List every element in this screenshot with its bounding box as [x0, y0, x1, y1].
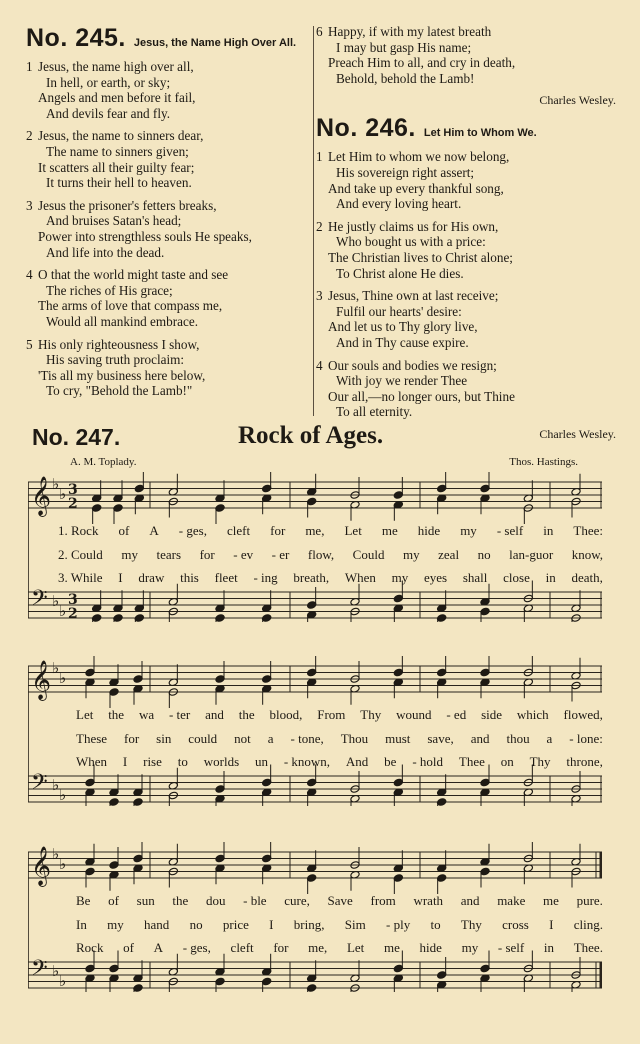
stanza-line	[316, 71, 616, 87]
hymn-number: No. 245.	[26, 24, 126, 52]
stanza-line	[316, 165, 616, 181]
hymn-title: Jesus, the Name High Over All.	[133, 37, 297, 49]
stanza-line	[26, 160, 314, 176]
stanza-line	[26, 213, 314, 229]
stanza-line	[26, 144, 314, 160]
stanza-line	[316, 40, 616, 56]
stanza-line	[26, 75, 314, 91]
stanza	[26, 59, 314, 121]
bass-clef-icon: 𝄢	[31, 770, 48, 800]
lyric-syllable: cleft	[226, 523, 251, 538]
lyric-line	[58, 703, 603, 727]
composer-credit: Thos. Hastings.	[509, 456, 578, 468]
stanza	[316, 219, 616, 281]
lyric-syllable: wa	[138, 707, 155, 722]
lyric-block	[58, 889, 603, 960]
flat-icon: ♭	[52, 776, 60, 794]
stanza	[26, 128, 314, 190]
lyric-syllable: my	[391, 570, 409, 585]
lyric-syllable: And	[345, 754, 369, 769]
lyric-syllable: - ev	[233, 546, 254, 562]
stanza-line-text: The riches of His grace;	[46, 282, 173, 298]
lyric-syllable: - lone:	[569, 730, 603, 746]
stanza-line	[26, 368, 314, 384]
lyric-syllable: the	[238, 707, 255, 722]
lyric-syllable: in	[543, 523, 554, 538]
lyric-syllable: in	[543, 940, 555, 955]
lyric-line	[58, 750, 603, 774]
stanza-line	[26, 128, 314, 144]
lyric-syllable: fleet	[214, 570, 238, 585]
lyric-syllable: - self	[497, 940, 525, 955]
stanza-line	[26, 229, 314, 245]
lyric-syllable: in	[545, 570, 556, 585]
lyric-syllable: my	[107, 916, 124, 932]
lyric-syllable: save,	[427, 730, 454, 746]
stanza-number: 3	[316, 288, 323, 304]
lyric-syllable: When	[344, 570, 376, 585]
lyric-syllable: my	[121, 546, 138, 562]
lyric-syllable: - ble	[243, 893, 267, 908]
lyric-syllable: my	[402, 546, 420, 562]
lyric-syllable: me	[381, 523, 398, 538]
lyric-syllable: draw	[138, 570, 165, 585]
stanza-line-text: To cry, "Behold the Lamb!"	[46, 383, 193, 399]
lyric-syllable: me,	[305, 523, 325, 538]
stanza-line-text: And let us to Thy glory live,	[328, 319, 478, 335]
lyric-syllable: throne,	[566, 754, 603, 769]
flat-icon: ♭	[59, 972, 67, 990]
stanza-line	[316, 266, 616, 282]
stanza-line-text: Let Him to whom we now belong,	[328, 149, 510, 165]
stanza-number: 4	[26, 267, 33, 283]
lyric-line	[58, 519, 603, 543]
lyric-syllable: must	[385, 730, 411, 746]
stanza-line-text: His sovereign right assert;	[336, 164, 475, 180]
lyric-syllable: blood,	[269, 707, 303, 722]
lyric-syllable: Thee.	[573, 940, 603, 955]
stanza-line	[316, 181, 616, 197]
stanza-line-text: And bruises Satan's head;	[46, 213, 182, 229]
stanza-number: 6	[316, 24, 323, 39]
lyric-line	[58, 543, 603, 567]
lyric-line	[58, 727, 603, 751]
stanza-line	[316, 250, 616, 266]
stanza-line-text: Would all mankind embrace.	[46, 313, 199, 329]
lyric-syllable: Thy	[529, 754, 551, 769]
stanza-line	[26, 175, 314, 191]
stanza-line-text: Our souls and bodies we resign;	[328, 357, 497, 373]
lyric-syllable: close	[503, 570, 530, 585]
lyric-syllable: - tone,	[290, 730, 324, 746]
lyric-syllable: un	[254, 754, 268, 769]
stanza-line-text: It scatters all their guilty fear;	[38, 159, 195, 175]
lyric-syllable: - hold	[412, 754, 444, 769]
lyric-syllable: cleft	[230, 940, 254, 955]
stanza	[316, 149, 616, 211]
stanza-line	[26, 198, 314, 214]
flat-icon: ♭	[52, 475, 60, 493]
stanza	[316, 24, 616, 86]
lyric-syllable: this	[180, 570, 199, 585]
stanza-line-text: And devils fear and fly.	[46, 105, 171, 121]
lyric-syllable: hand	[144, 916, 170, 932]
flat-icon: ♭	[59, 669, 67, 687]
stanza-line	[26, 245, 314, 261]
lyric-syllable: bring,	[293, 916, 325, 932]
lyric-syllable: zeal	[438, 546, 460, 562]
lyric-syllable: me	[383, 940, 400, 955]
lyric-syllable: no	[189, 916, 203, 932]
stanza-line-text: Preach Him to all, and cry in death,	[328, 55, 516, 71]
flat-icon: ♭	[59, 855, 67, 873]
stanza	[26, 267, 314, 329]
stanza-line	[316, 389, 616, 405]
flat-icon: ♭	[59, 602, 67, 620]
lyric-syllable: cling.	[573, 916, 603, 932]
lyric-syllable: cross	[502, 916, 529, 932]
lyric-syllable: shall	[462, 570, 488, 585]
time-signature-top: 3	[68, 482, 78, 498]
lyric-syllable: Let	[344, 523, 362, 538]
stanza-line	[26, 90, 314, 106]
lyric-syllable: hide	[419, 940, 442, 955]
hymn-245-246-column	[316, 24, 616, 446]
stanza-line-text: Jesus, Thine own at last receive;	[328, 288, 499, 304]
hymn-245-author: Charles Wesley.	[539, 93, 616, 108]
lyric-syllable: Let	[76, 707, 94, 722]
lyric-syllable: sun	[136, 893, 155, 908]
lyric-syllable: lan-guor	[509, 546, 554, 562]
stanza-line	[26, 337, 314, 353]
lyric-syllable: from	[370, 893, 396, 908]
lyric-syllable: flowed,	[563, 707, 603, 722]
lyric-syllable: Rock	[76, 940, 104, 955]
stanza-line	[26, 383, 314, 399]
lyric-syllable: to	[430, 916, 441, 932]
stanza-line-text: Fulfil our hearts' desire:	[336, 303, 462, 319]
lyric-syllable: know,	[571, 546, 603, 562]
stanza-number: 5	[26, 336, 33, 352]
lyric-syllable: side	[481, 707, 503, 722]
stanza-line	[316, 196, 616, 212]
stanza-line	[26, 106, 314, 122]
hymn-title: Rock of Ages.	[238, 422, 384, 449]
lyric-syllable: Thee	[458, 754, 485, 769]
time-signature-bottom: 2	[68, 606, 78, 622]
lyric-syllable: dou	[205, 893, 226, 908]
stanza-line	[26, 59, 314, 75]
lyric-syllable: flow,	[307, 546, 335, 562]
stanza-line-text: And in Thy cause expire.	[336, 334, 469, 350]
bass-clef-icon: 𝄢	[31, 586, 48, 616]
stanza	[316, 358, 616, 420]
lyric-syllable: thou	[506, 730, 530, 746]
lyric-syllable: my	[461, 940, 479, 955]
lyric-syllable: for	[124, 730, 140, 746]
stanza-line	[316, 358, 616, 374]
lyric-syllable: to	[177, 754, 188, 769]
lyric-syllable: I	[549, 916, 554, 932]
stanza-line-text: Happy, if with my latest breath	[328, 24, 492, 39]
lyric-syllable: Be	[76, 893, 91, 908]
lyric-syllable: worlds	[203, 754, 240, 769]
stanza-line-text: Jesus the prisoner's fetters breaks,	[38, 197, 217, 213]
stanza-line	[316, 404, 616, 420]
lyric-syllable: price	[222, 916, 249, 932]
hymn-245-header	[26, 24, 314, 53]
treble-clef-icon: 𝄞	[31, 660, 52, 700]
lyric-syllable: Could	[352, 546, 385, 562]
lyric-syllable: When	[76, 754, 108, 769]
stanza-line-text: And every loving heart.	[336, 196, 462, 212]
lyric-syllable: - ed	[446, 707, 467, 722]
lyric-syllable: hide	[417, 523, 441, 538]
lyricist-credit: A. M. Toplady.	[70, 456, 137, 468]
lyric-syllable: Save	[327, 893, 353, 908]
stanza-line-text: O that the world might taste and see	[38, 267, 229, 283]
stanza-line	[316, 304, 616, 320]
stanza-number: 3	[26, 197, 33, 213]
lyric-syllable: eyes	[423, 570, 448, 585]
flat-icon: ♭	[59, 485, 67, 503]
lyric-syllable: could	[188, 730, 218, 746]
stanza-line-text: To Christ alone He dies.	[336, 265, 464, 281]
hymn-number: No. 246.	[316, 114, 416, 143]
lyric-syllable: wrath	[413, 893, 444, 908]
lyric-syllable: - ges,	[182, 940, 211, 955]
stanza-line-text: Behold, behold the Lamb!	[336, 70, 475, 86]
stanza-line-text: Power into strengthless souls He speaks,	[38, 228, 252, 244]
lyric-line	[58, 889, 603, 913]
lyric-syllable: Thee:	[573, 523, 603, 538]
hymn-title: Let Him to Whom We.	[423, 127, 537, 140]
lyric-syllable: on	[500, 754, 514, 769]
lyric-block	[58, 703, 603, 774]
stanza-line	[316, 149, 616, 165]
lyric-syllable: for	[199, 546, 215, 562]
lyric-syllable: - known,	[283, 754, 331, 769]
lyric-syllable: which	[516, 707, 549, 722]
stanza-line-text: It turns their hell to heaven.	[46, 175, 192, 191]
hymn-245-stanzas	[26, 59, 314, 399]
lyric-syllable: - self	[496, 523, 524, 538]
stanza-line-text: Our all,—no longer ours, but Thine	[328, 388, 515, 404]
stanza-line-text: His saving truth proclaim:	[46, 352, 185, 368]
lyric-syllable: make	[497, 893, 526, 908]
stanza-line-text: He justly claims us for His own,	[328, 218, 499, 234]
stanza-line-text: To all eternity.	[336, 404, 413, 420]
stanza-line	[316, 288, 616, 304]
stanza-line-text: Jesus, the name high over all,	[38, 59, 194, 74]
lyric-syllable: for	[273, 940, 289, 955]
lyric-syllable: a	[267, 730, 274, 746]
lyric-syllable: I	[118, 570, 123, 585]
lyric-syllable: 2. Could	[58, 546, 103, 562]
stanza-line-text: Jesus, the name to sinners dear,	[38, 128, 204, 144]
lyric-syllable: my	[460, 523, 477, 538]
stanza-line-text: The Christian lives to Christ alone;	[328, 249, 513, 265]
hymn-246-stanzas	[316, 149, 616, 420]
hymn-245-stanza-6	[316, 24, 616, 86]
stanza-number: 1	[26, 59, 33, 74]
stanza-line-text: 'Tis all my business here below,	[38, 367, 206, 383]
lyric-syllable: - ges,	[178, 523, 207, 538]
stanza-line	[316, 319, 616, 335]
lyric-syllable: 1. Rock	[58, 523, 99, 538]
stanza-line	[316, 373, 616, 389]
stanza-line-text: The arms of love that compass me,	[38, 298, 223, 314]
lyric-syllable: 3. While	[58, 570, 103, 585]
stanza-line	[26, 298, 314, 314]
lyric-syllable: A	[153, 940, 164, 955]
lyric-syllable: These	[76, 730, 108, 746]
lyric-syllable: Thy	[360, 707, 382, 722]
hymn-246-header	[316, 114, 616, 143]
lyric-syllable: wound	[396, 707, 432, 722]
lyric-syllable: Sim	[344, 916, 366, 932]
stanza-line	[316, 234, 616, 250]
lyric-syllable: cure,	[284, 893, 310, 908]
stanza-line-text: And life into the dead.	[46, 244, 165, 260]
stanza	[26, 337, 314, 399]
lyric-syllable: me,	[308, 940, 328, 955]
stanza-line-text: I may but gasp His name;	[336, 39, 472, 55]
lyric-syllable: and	[205, 707, 224, 722]
stanza-line-text: The name to sinners given;	[46, 143, 189, 159]
stanza-line	[316, 335, 616, 351]
lyric-block	[58, 519, 603, 590]
lyric-syllable: be	[384, 754, 397, 769]
time-signature-top: 3	[68, 592, 78, 608]
time-signature-bottom: 2	[68, 496, 78, 512]
stanza-line-text: With joy we render Thee	[336, 373, 468, 389]
stanza-line-text: In hell, or earth, or sky;	[46, 74, 171, 90]
lyric-syllable: the	[108, 707, 125, 722]
bass-clef-icon: 𝄢	[31, 956, 48, 986]
lyric-syllable: Thy	[460, 916, 482, 932]
stanza-line	[26, 352, 314, 368]
hymn-number: No. 247.	[32, 424, 121, 450]
stanza	[26, 198, 314, 260]
stanza-number: 4	[316, 357, 323, 373]
lyric-syllable: pure.	[576, 893, 603, 908]
stanza-line-text: Who bought us with a price:	[336, 234, 486, 250]
lyric-syllable: In	[76, 916, 87, 932]
stanza	[316, 288, 616, 350]
lyric-syllable: for	[270, 523, 286, 538]
lyric-syllable: - er	[271, 546, 290, 562]
stanza-line-text: And take up every thankful song,	[328, 180, 504, 196]
lyric-syllable: I	[269, 916, 274, 932]
stanza-line	[316, 24, 616, 40]
flat-icon: ♭	[52, 962, 60, 980]
lyric-syllable: me	[543, 893, 559, 908]
lyric-syllable: and	[470, 730, 490, 746]
lyric-syllable: - ing	[253, 570, 278, 585]
stanza-number: 1	[316, 149, 323, 165]
lyric-syllable: - ply	[386, 916, 411, 932]
flat-icon: ♭	[59, 786, 67, 804]
flat-icon: ♭	[52, 845, 60, 863]
stanza-line-text: Angels and men before it fail,	[38, 90, 196, 106]
lyric-syllable: and	[460, 893, 480, 908]
lyric-syllable: no	[477, 546, 491, 562]
lyric-syllable: of	[118, 523, 130, 538]
lyric-syllable: I	[122, 754, 128, 769]
flat-icon: ♭	[52, 659, 60, 677]
lyric-syllable: of	[108, 893, 119, 908]
treble-clef-icon: 𝄞	[31, 476, 52, 516]
stanza-number: 2	[26, 128, 33, 144]
lyric-line	[58, 913, 603, 937]
lyric-syllable: breath,	[293, 570, 330, 585]
stanza-line	[316, 219, 616, 235]
lyric-syllable: A	[149, 523, 159, 538]
hymn-246-author: Charles Wesley.	[539, 426, 616, 441]
lyric-syllable: a	[546, 730, 553, 746]
stanza-line	[26, 283, 314, 299]
lyric-syllable: the	[172, 893, 189, 908]
hymn-245	[26, 24, 314, 406]
stanza-line	[26, 314, 314, 330]
lyric-syllable: sin	[156, 730, 172, 746]
lyric-syllable: death,	[571, 570, 603, 585]
lyric-syllable: - ter	[168, 707, 191, 722]
lyric-line	[58, 566, 603, 590]
lyric-syllable: Let	[346, 940, 365, 955]
lyric-syllable: Thou	[340, 730, 369, 746]
stanza-line	[316, 55, 616, 71]
stanza-line-text: His only righteousness I show,	[38, 336, 200, 352]
stanza-line	[26, 267, 314, 283]
stanza-number: 2	[316, 218, 323, 234]
lyric-syllable: From	[317, 707, 346, 722]
treble-clef-icon: 𝄞	[31, 846, 52, 886]
lyric-line	[58, 936, 603, 960]
lyric-syllable: not	[234, 730, 251, 746]
flat-icon: ♭	[52, 592, 60, 610]
lyric-syllable: of	[123, 940, 134, 955]
lyric-syllable: rise	[143, 754, 162, 769]
lyric-syllable: tears	[156, 546, 182, 562]
